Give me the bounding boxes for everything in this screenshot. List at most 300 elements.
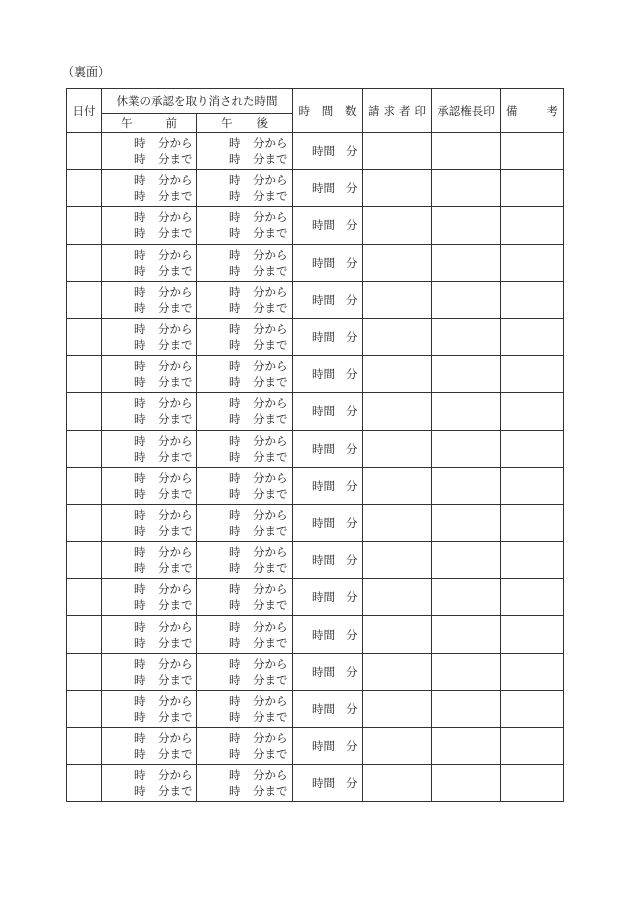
minute-label: 分から (253, 433, 288, 448)
minute-label: 分から (158, 507, 193, 522)
minute-label: 分まで (253, 598, 288, 613)
minute-label: 分まで (253, 300, 288, 315)
date-cell (67, 318, 102, 355)
requester-seal-cell (363, 765, 432, 802)
hour-label: 時 (134, 731, 146, 746)
duration-line (293, 292, 362, 308)
requester-seal-cell (363, 281, 432, 318)
pm-to-line (197, 225, 292, 241)
duration-cell (293, 207, 363, 244)
approver-seal-cell (432, 765, 501, 802)
am-from-line (102, 470, 196, 486)
minute-label: 分まで (253, 338, 288, 353)
am-from-line (102, 358, 196, 374)
date-cell (67, 504, 102, 541)
minute-label: 分まで (253, 709, 288, 724)
hour-label: 時 (229, 226, 241, 241)
am-to-line (102, 560, 196, 576)
minute-label: 分 (346, 292, 358, 307)
header-pm (197, 114, 293, 133)
minute-label: 分まで (158, 523, 193, 538)
header-hours (293, 89, 363, 133)
pm-from-line (197, 284, 292, 300)
hour-label: 時 (134, 173, 146, 188)
pm-from-line (197, 247, 292, 263)
minute-label: 分 (346, 255, 358, 270)
pm-time-cell (197, 244, 293, 281)
minute-label: 分から (158, 359, 193, 374)
minute-label: 分から (158, 247, 193, 262)
pm-from-line (197, 395, 292, 411)
minute-label: 分 (346, 664, 358, 679)
am-time-cell (102, 207, 197, 244)
header-cancelled-time (102, 89, 293, 114)
am-from-line (102, 135, 196, 151)
am-to-line (102, 151, 196, 167)
minute-label: 分 (346, 218, 358, 233)
pm-from-line (197, 358, 292, 374)
requester-seal-cell (363, 690, 432, 727)
duration-cell (293, 430, 363, 467)
duration-line (293, 403, 362, 419)
hour-label: 時 (229, 523, 241, 538)
approver-seal-cell (432, 207, 501, 244)
minute-label: 分まで (158, 486, 193, 501)
am-time-cell (102, 133, 197, 170)
am-to-line (102, 783, 196, 799)
hour-label: 時 (134, 582, 146, 597)
hour-label: 時 (134, 338, 146, 353)
header-requester-seal (363, 89, 432, 133)
hour-label: 時 (229, 470, 241, 485)
minute-label: 分から (253, 619, 288, 634)
minute-label: 分から (253, 470, 288, 485)
minute-label: 分から (253, 173, 288, 188)
hour-label: 時間 (312, 664, 335, 679)
hour-label: 時 (229, 375, 241, 390)
table-row (67, 504, 564, 541)
minute-label: 分 (346, 776, 358, 791)
pm-from-line (197, 321, 292, 337)
hour-label: 時 (229, 693, 241, 708)
pm-from-line (197, 619, 292, 635)
table-row (67, 616, 564, 653)
duration-cell (293, 170, 363, 207)
hour-label: 時間 (312, 218, 335, 233)
date-cell (67, 728, 102, 765)
header-pm-label: 午後 (221, 116, 268, 130)
hour-label: 時 (229, 210, 241, 225)
duration-line (293, 775, 362, 791)
remarks-cell (501, 728, 564, 765)
duration-line (293, 515, 362, 531)
minute-label: 分から (158, 656, 193, 671)
pm-to-line (197, 523, 292, 539)
pm-time-cell (197, 653, 293, 690)
pm-time-cell (197, 318, 293, 355)
minute-label: 分まで (253, 747, 288, 762)
hour-label: 時間 (312, 627, 335, 642)
table-row (67, 542, 564, 579)
duration-cell (293, 318, 363, 355)
hour-label: 時 (229, 136, 241, 151)
minute-label: 分まで (253, 226, 288, 241)
hour-label: 時 (134, 210, 146, 225)
pm-to-line (197, 709, 292, 725)
minute-label: 分から (253, 545, 288, 560)
pm-to-line (197, 337, 292, 353)
hour-label: 時間 (312, 330, 335, 345)
remarks-cell (501, 318, 564, 355)
pm-time-cell (197, 170, 293, 207)
remarks-cell (501, 133, 564, 170)
pm-time-cell (197, 765, 293, 802)
header-remarks-label: 備考 (506, 103, 558, 118)
hour-label: 時間 (312, 441, 335, 456)
am-time-cell (102, 356, 197, 393)
minute-label: 分 (346, 739, 358, 754)
minute-label: 分から (158, 731, 193, 746)
minute-label: 分から (158, 582, 193, 597)
pm-time-cell (197, 504, 293, 541)
hour-label: 時 (229, 768, 241, 783)
duration-line (293, 441, 362, 457)
minute-label: 分から (253, 582, 288, 597)
pm-time-cell (197, 728, 293, 765)
minute-label: 分 (346, 441, 358, 456)
am-from-line (102, 321, 196, 337)
remarks-cell (501, 430, 564, 467)
hour-label: 時 (134, 470, 146, 485)
am-to-line (102, 225, 196, 241)
hour-label: 時 (134, 359, 146, 374)
duration-cell (293, 133, 363, 170)
header-row-1 (67, 89, 564, 114)
am-from-line (102, 767, 196, 783)
duration-line (293, 627, 362, 643)
minute-label: 分まで (158, 672, 193, 687)
minute-label: 分まで (253, 523, 288, 538)
hour-label: 時 (229, 486, 241, 501)
am-from-line (102, 730, 196, 746)
pm-from-line (197, 693, 292, 709)
duration-cell (293, 467, 363, 504)
pm-from-line (197, 209, 292, 225)
am-time-cell (102, 728, 197, 765)
am-time-cell (102, 542, 197, 579)
approver-seal-cell (432, 356, 501, 393)
requester-seal-cell (363, 393, 432, 430)
header-approver-seal (432, 89, 501, 133)
am-from-line (102, 581, 196, 597)
requester-seal-cell (363, 504, 432, 541)
table-row (67, 579, 564, 616)
table-row (67, 653, 564, 690)
duration-cell (293, 504, 363, 541)
approver-seal-cell (432, 690, 501, 727)
remarks-cell (501, 690, 564, 727)
minute-label: 分から (158, 470, 193, 485)
approver-seal-cell (432, 467, 501, 504)
pm-from-line (197, 433, 292, 449)
am-to-line (102, 746, 196, 762)
hour-label: 時 (229, 784, 241, 799)
pm-time-cell (197, 690, 293, 727)
date-cell (67, 207, 102, 244)
hour-label: 時 (229, 619, 241, 634)
hour-label: 時間 (312, 739, 335, 754)
hour-label: 時 (229, 338, 241, 353)
hour-label: 時 (134, 136, 146, 151)
am-time-cell (102, 244, 197, 281)
hour-label: 時 (229, 598, 241, 613)
header-am (102, 114, 197, 133)
minute-label: 分まで (158, 338, 193, 353)
pm-from-line (197, 470, 292, 486)
hour-label: 時 (229, 507, 241, 522)
minute-label: 分 (346, 367, 358, 382)
duration-line (293, 180, 362, 196)
pm-time-cell (197, 579, 293, 616)
minute-label: 分まで (158, 561, 193, 576)
remarks-cell (501, 542, 564, 579)
date-cell (67, 579, 102, 616)
am-time-cell (102, 616, 197, 653)
header-requester-seal-label: 請求者印 (368, 103, 426, 118)
am-time-cell (102, 504, 197, 541)
am-from-line (102, 544, 196, 560)
hour-label: 時 (134, 226, 146, 241)
am-to-line (102, 672, 196, 688)
pm-from-line (197, 172, 292, 188)
hour-label: 時 (134, 768, 146, 783)
hour-label: 時 (229, 582, 241, 597)
hour-label: 時 (134, 619, 146, 634)
remarks-cell (501, 504, 564, 541)
minute-label: 分から (158, 284, 193, 299)
approver-seal-cell (432, 318, 501, 355)
hour-label: 時 (134, 449, 146, 464)
header-cancelled-time-label: 休業の承認を取り消された時間 (116, 94, 278, 108)
minute-label: 分 (346, 478, 358, 493)
hour-label: 時間 (312, 181, 335, 196)
am-to-line (102, 300, 196, 316)
minute-label: 分から (158, 433, 193, 448)
pm-to-line (197, 449, 292, 465)
hour-label: 時 (229, 635, 241, 650)
duration-line (293, 217, 362, 233)
duration-line (293, 366, 362, 382)
pm-to-line (197, 374, 292, 390)
pm-time-cell (197, 542, 293, 579)
hour-label: 時 (229, 189, 241, 204)
minute-label: 分 (346, 701, 358, 716)
minute-label: 分から (158, 322, 193, 337)
pm-to-line (197, 263, 292, 279)
am-to-line (102, 709, 196, 725)
requester-seal-cell (363, 616, 432, 653)
approver-seal-cell (432, 430, 501, 467)
header-remarks (501, 89, 564, 133)
pm-to-line (197, 151, 292, 167)
minute-label: 分 (346, 553, 358, 568)
duration-cell (293, 244, 363, 281)
minute-label: 分まで (158, 747, 193, 762)
am-to-line (102, 263, 196, 279)
hour-label: 時 (134, 300, 146, 315)
approver-seal-cell (432, 170, 501, 207)
am-to-line (102, 411, 196, 427)
minute-label: 分まで (253, 784, 288, 799)
table-row (67, 393, 564, 430)
minute-label: 分 (346, 330, 358, 345)
hour-label: 時間 (312, 701, 335, 716)
table-row (67, 170, 564, 207)
date-cell (67, 244, 102, 281)
am-to-line (102, 486, 196, 502)
pm-from-line (197, 544, 292, 560)
header-date-label: 日付 (72, 103, 96, 118)
hour-label: 時 (229, 656, 241, 671)
header-am-label: 午前 (121, 116, 177, 130)
hour-label: 時 (134, 635, 146, 650)
approver-seal-cell (432, 653, 501, 690)
am-to-line (102, 337, 196, 353)
minute-label: 分から (253, 136, 288, 151)
date-cell (67, 393, 102, 430)
minute-label: 分から (158, 136, 193, 151)
table-row (67, 690, 564, 727)
table-header (67, 89, 564, 133)
minute-label: 分から (158, 693, 193, 708)
pm-from-line (197, 656, 292, 672)
pm-time-cell (197, 281, 293, 318)
minute-label: 分から (253, 247, 288, 262)
date-cell (67, 467, 102, 504)
remarks-cell (501, 393, 564, 430)
duration-line (293, 478, 362, 494)
minute-label: 分まで (158, 598, 193, 613)
requester-seal-cell (363, 728, 432, 765)
duration-cell (293, 653, 363, 690)
table-row (67, 765, 564, 802)
hour-label: 時 (134, 507, 146, 522)
duration-cell (293, 356, 363, 393)
minute-label: 分まで (158, 412, 193, 427)
hour-label: 時 (134, 672, 146, 687)
date-cell (67, 616, 102, 653)
pm-to-line (197, 783, 292, 799)
hour-label: 時 (134, 263, 146, 278)
am-from-line (102, 619, 196, 635)
hour-label: 時 (134, 545, 146, 560)
minute-label: 分 (346, 627, 358, 642)
minute-label: 分から (253, 396, 288, 411)
minute-label: 分から (253, 210, 288, 225)
hour-label: 時間 (312, 367, 335, 382)
hour-label: 時 (134, 523, 146, 538)
am-time-cell (102, 281, 197, 318)
hour-label: 時 (134, 433, 146, 448)
hour-label: 時 (229, 396, 241, 411)
hour-label: 時間 (312, 144, 335, 159)
pm-time-cell (197, 430, 293, 467)
am-from-line (102, 693, 196, 709)
hour-label: 時間 (312, 776, 335, 791)
minute-label: 分から (253, 656, 288, 671)
remarks-cell (501, 244, 564, 281)
duration-cell (293, 542, 363, 579)
pm-from-line (197, 767, 292, 783)
page-side-label: （裏面） (62, 65, 111, 79)
hour-label: 時 (229, 747, 241, 762)
remarks-cell (501, 653, 564, 690)
approver-seal-cell (432, 504, 501, 541)
hour-label: 時 (229, 152, 241, 167)
duration-cell (293, 690, 363, 727)
am-from-line (102, 395, 196, 411)
duration-line (293, 589, 362, 605)
header-approver-seal-label: 承認権長印 (437, 103, 495, 118)
minute-label: 分から (253, 284, 288, 299)
hour-label: 時 (134, 598, 146, 613)
minute-label: 分から (253, 507, 288, 522)
date-cell (67, 542, 102, 579)
hour-label: 時間 (312, 255, 335, 270)
table-row (67, 430, 564, 467)
pm-to-line (197, 300, 292, 316)
approver-seal-cell (432, 542, 501, 579)
hour-label: 時 (134, 189, 146, 204)
approver-seal-cell (432, 133, 501, 170)
pm-from-line (197, 730, 292, 746)
minute-label: 分から (253, 693, 288, 708)
am-from-line (102, 247, 196, 263)
hour-label: 時間 (312, 553, 335, 568)
date-cell (67, 690, 102, 727)
minute-label: 分から (158, 210, 193, 225)
minute-label: 分まで (158, 189, 193, 204)
pm-time-cell (197, 616, 293, 653)
hour-label: 時間 (312, 515, 335, 530)
duration-cell (293, 616, 363, 653)
minute-label: 分まで (158, 226, 193, 241)
pm-time-cell (197, 207, 293, 244)
minute-label: 分まで (253, 263, 288, 278)
hour-label: 時 (134, 412, 146, 427)
pm-from-line (197, 581, 292, 597)
am-to-line (102, 449, 196, 465)
am-time-cell (102, 393, 197, 430)
pm-time-cell (197, 393, 293, 430)
am-time-cell (102, 579, 197, 616)
minute-label: 分まで (253, 486, 288, 501)
approver-seal-cell (432, 728, 501, 765)
minute-label: 分まで (253, 672, 288, 687)
table-row (67, 467, 564, 504)
pm-from-line (197, 135, 292, 151)
duration-line (293, 329, 362, 345)
table-row (67, 244, 564, 281)
hour-label: 時間 (312, 292, 335, 307)
duration-cell (293, 393, 363, 430)
duration-line (293, 701, 362, 717)
hour-label: 時間 (312, 478, 335, 493)
minute-label: 分から (158, 768, 193, 783)
minute-label: 分から (158, 619, 193, 634)
minute-label: 分まで (158, 449, 193, 464)
minute-label: 分まで (158, 635, 193, 650)
